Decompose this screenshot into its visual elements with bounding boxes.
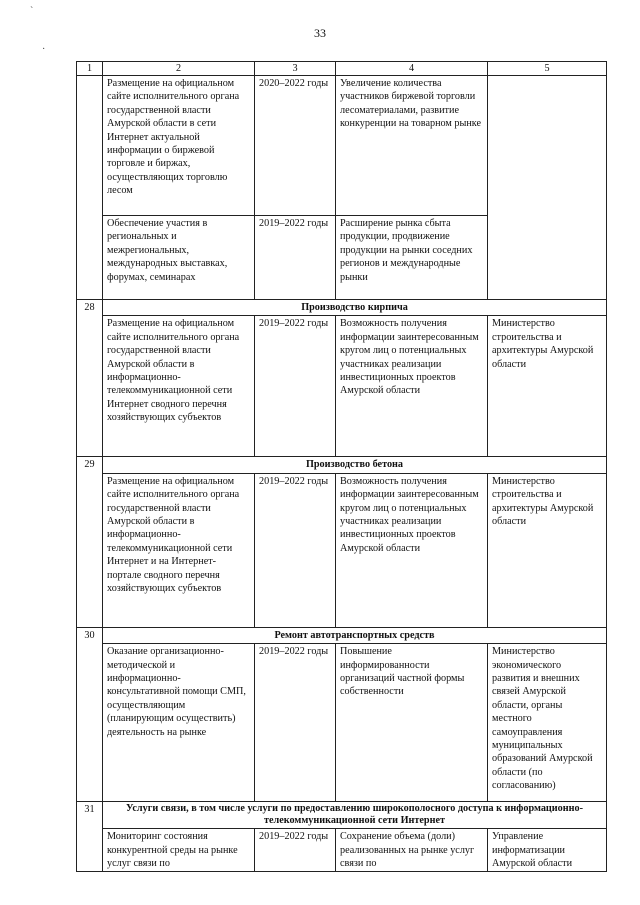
page-number: 33 [314, 26, 326, 40]
scan-mark: ` [30, 6, 34, 17]
measure-cell: Мониторинг состояния конкурентной среды на рынке услуг связи по [103, 829, 255, 872]
column-number: 4 [336, 62, 488, 76]
section-title: Производство кирпича [103, 300, 607, 316]
responsible-cell: Управление информатизации Амурской области [488, 829, 607, 872]
responsible-cell: Министерство строительства и архитектуры Амурской области [488, 473, 607, 627]
table-row [77, 829, 607, 872]
responsible-cell: Министерство строительства и архитектуры Амурской области [488, 316, 607, 457]
period-cell: 2020–2022 годы [255, 76, 336, 216]
column-number: 5 [488, 62, 607, 76]
result-cell: Сохранение объема (доли) реализованных на рынке услуг связи по [336, 829, 488, 872]
section-title: Производство бетона [103, 457, 607, 473]
result-cell: Возможность получения информации заинтересованным кругом лиц о потенциальных участниках реализации инвестиционных проектов Амурской области [336, 316, 488, 457]
result-cell: Возможность получения информации заинтересованным кругом лиц о потенциальных участниках реализации инвестиционных проектов Амурской области [336, 473, 488, 627]
period-cell: 2019–2022 годы [255, 644, 336, 802]
row-number: 31 [77, 802, 103, 872]
measure-cell: Размещение на официальном сайте исполнительного органа государственной власти Амурской области в сети Интернет актуальной информации о биржевой торговле и биржах, осуществляющих торговлю лесом [103, 76, 255, 216]
period-cell: 2019–2022 годы [255, 216, 336, 300]
section-row [77, 802, 607, 829]
measure-cell: Размещение на официальном сайте исполнительного органа государственной власти Амурской области в информационно-телекоммуникационной сети Интернет сводного перечня хозяйствующих субъектов [103, 316, 255, 457]
table-row [77, 76, 607, 216]
row-number [77, 76, 103, 300]
result-cell: Расширение рынка сбыта продукции, продвижение продукции на рынки соседних регионов и международные рынки [336, 216, 488, 300]
scan-mark: · [42, 44, 46, 55]
column-number: 2 [103, 62, 255, 76]
row-number: 30 [77, 627, 103, 801]
section-row [77, 457, 607, 473]
section-row [77, 627, 607, 643]
column-number-row [77, 62, 607, 76]
column-number: 1 [77, 62, 103, 76]
responsible-cell: Министерство экономического развития и внешних связей Амурской области, органы местного самоуправления муниципальных образований Амурской области (по согласованию) [488, 644, 607, 802]
section-title: Услуги связи, в том числе услуги по предоставлению широкополосного доступа к информационно-телекоммуникационной сети Интернет [103, 802, 607, 829]
section-title: Ремонт автотранспортных средств [103, 627, 607, 643]
responsible-cell [488, 76, 607, 300]
column-number: 3 [255, 62, 336, 76]
table-row [77, 316, 607, 457]
table-row [77, 473, 607, 627]
result-cell: Увеличение количества участников биржевой торговли лесоматериалами, развитие конкуренции на товарном рынке [336, 76, 488, 216]
table-row [77, 644, 607, 802]
period-cell: 2019–2022 годы [255, 316, 336, 457]
section-row [77, 300, 607, 316]
measure-cell: Размещение на официальном сайте исполнительного органа государственной власти Амурской области в информационно-телекоммуникационной сети Интернет и на Интернет-портале сводного перечня хозяйствующих субъектов [103, 473, 255, 627]
period-cell: 2019–2022 годы [255, 473, 336, 627]
period-cell: 2019–2022 годы [255, 829, 336, 872]
measure-cell: Оказание организационно-методической и информационно-консультативной помощи СМП, осуществляющим (планирующим осуществить) деятельность на рынке [103, 644, 255, 802]
result-cell: Повышение информированности организаций частной формы собственности [336, 644, 488, 802]
row-number: 28 [77, 300, 103, 457]
row-number: 29 [77, 457, 103, 627]
measures-table [76, 61, 607, 872]
measure-cell: Обеспечение участия в региональных и межрегиональных, международных выставках, форумах, семинарах [103, 216, 255, 300]
